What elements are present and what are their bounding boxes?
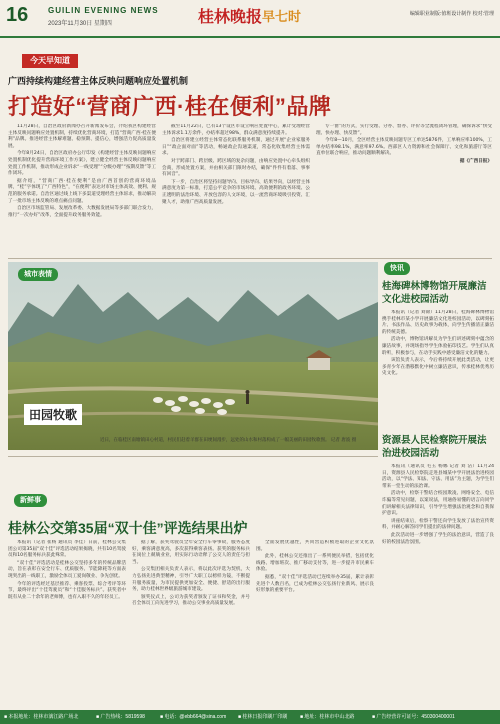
photo-title: 田园牧歌 bbox=[24, 404, 82, 425]
footer-printer: ■ 桂林日报印刷厂印刷 bbox=[238, 714, 288, 720]
paragraph: 活动中，博物馆讲解员为学生们讲述碑刻中蕴含的廉洁故事，并现场指导学生体验拓印技艺。学生们认真聆听，积极参与，在动手实践中感受廉洁文化的魅力。 bbox=[382, 337, 494, 356]
section-badge-fresh: 新鲜事 bbox=[14, 494, 47, 507]
divider bbox=[8, 258, 492, 259]
bottom-headline: 桂林公交第35届“双十佳”评选结果出炉 bbox=[8, 520, 248, 536]
story1-body bbox=[382, 310, 494, 428]
byline: 据《广西日报》 bbox=[459, 158, 492, 164]
paragraph: 据悉，“双十佳”评选活动已连续举办35届，累计表彰先进个人数百名，已成为桂林公交弘扬行业新风、展示良好形象的重要平台。 bbox=[256, 574, 374, 594]
paragraph: 全面发展优越性，共同营造积极进取的企业文化氛围。 bbox=[256, 540, 374, 552]
issue-date: 2023年11月30日 星期四 bbox=[48, 21, 112, 27]
story1-title: 桂海碑林博物馆开展廉洁文化进校园活动 bbox=[382, 281, 487, 305]
page-footer bbox=[0, 710, 500, 724]
paper-name: GUILIN EVENING NEWS bbox=[48, 6, 159, 15]
footer-address: ■ 本报地址：桂林市漓江路广场北 bbox=[4, 714, 79, 720]
footer-license: ■ 广告经营许可证号：450300400001 bbox=[372, 714, 455, 720]
paragraph: 对于跨部门、跨层级、跨区域的复杂问题，由响应处置中心牵头组织会商，形成处置方案，并由相关部门限时办结，确保“件件有着落、事事有回音”。 bbox=[162, 158, 310, 178]
story2-body bbox=[382, 464, 494, 704]
section-badge-city: 城市表情 bbox=[18, 268, 58, 281]
editors-line: 编辑职业制版:值班设计制作 校对:管理 bbox=[409, 11, 494, 17]
bottom-story-col3 bbox=[256, 540, 374, 704]
paragraph: 公交集团相关负责人表示，将以此次评选为契机，大力弘扬先进典型精神，引导广大职工以榜样为镜，不断提升服务质量，为市民提供更加安全、便捷、舒适的出行服务，助力桂林世界级旅游城市建设。 bbox=[132, 567, 250, 593]
top-story-col1 bbox=[8, 124, 156, 256]
bottom-story-col2 bbox=[132, 540, 250, 704]
paragraph: 今年8月24日，自治区政府办公厅印发《构建经营主体反映问题响应处置机制优化提升营商环境工作方案》，建立健全经营主体反映问题响应处置工作机制，推动形成企业诉求“一线受理”“分级办理”“按期反馈”等工作闭环。 bbox=[8, 151, 156, 177]
paragraph: 该馆负责人表示，今后将持续开展此类活动，让更多青少年在潜移默化中树立廉洁意识，传承桂林优秀历史文化。 bbox=[382, 358, 494, 377]
paragraph: 截至11月22日，已有13个设区市设立响应处置中心，累计受理经营主体诉求1.1万余件，办结率超过98%，群众满意度持续提升。 bbox=[162, 124, 310, 136]
paragraph: 本报讯（记者 刘锦）11月28日，桂海碑林博物馆携手桂林市某小学开展廉洁文化进校园活动，以碑刻拓片、书法作品、历史故事为载体，向学生传播清正廉洁的传统美德。 bbox=[382, 310, 494, 335]
section-sub: 早七时 bbox=[262, 10, 302, 25]
footer-printer-address: ■ 地址：桂林市中山北路 bbox=[300, 714, 355, 720]
paragraph: 据介绍，“营商广西·桂在便利”是由广西首创的营商环境品牌，“桂”字体现了“广西特色”，“在便利”表达对市场主体高效、便利、规范的服务承诺。自治区通过线上线下多渠道受理经营主体诉求，推动解决了一批市场主体反映的难点痛点问题。 bbox=[8, 178, 156, 204]
paragraph: 此外，桂林公交还推出了一系列便民举措，包括优化线路、增加班次、推广移动支付等，进一步提升市民乘车体验。 bbox=[256, 554, 374, 573]
paragraph: 此次活动进一步增强了学生的法治意识，营造了良好的校园法治氛围。 bbox=[382, 532, 494, 545]
top-subtitle: 广西持续构建经营主体反映问题响应处置机制 bbox=[8, 76, 189, 86]
page-number: 16 bbox=[6, 4, 29, 26]
paragraph: 本报讯（通讯员 毛玉 杨娜 记者 刘 洁）11月24日，资源县人民检察院走进县城某中学开展法治进校园活动，以“学法、知法、守法、用法”为主题，为学生们带来一堂生动的法治课。 bbox=[382, 464, 494, 489]
top-story-col3 bbox=[316, 124, 492, 256]
paragraph: 专一窗”的方式，实行受理、分办、督办、评价等全流程闭环管理，确保诉求“快受理、快办理、快反馈”。 bbox=[316, 124, 492, 136]
paragraph: 下一步，自治区将坚持问题导向、目标导向、结果导向，以经营主体满意度为第一标准，打造公平竞争的市场环境、高效便利的政务环境、公正透明的法治环境、开放包容的人文环境，以一流营商环境吸引投资、汇聚人才，助推广西高质量发展。 bbox=[162, 179, 310, 205]
top-story-col2 bbox=[162, 124, 310, 256]
paragraph: 活动中，检察干警结合校园欺凌、网络安全、电信诈骗等常见问题，以案说法，用通俗易懂的语言向同学们讲解相关法律知识，引导学生增强法治观念和自我保护意识。 bbox=[382, 491, 494, 517]
paragraph: 自治区市场监管局、发展改革委、大数据发展局等多部门联合发力，推行“一次办好”改革，全面提升政务服务效能。 bbox=[8, 206, 156, 218]
paragraph: 自治区将建立经营主体常态化联系服务机制，通过开展“企业家服务日”“政企面对面”等活动，畅通政企沟通渠道，常态化收集经营主体需求。 bbox=[162, 138, 310, 157]
paragraph: 今年的评选经过基层推荐、乘客投票、综合考评等环节，最终评出“十佳驾驶员”和“十佳服务标兵”。获奖者中既有从业二十余年的老师傅，也有入职不久的年轻员工。 bbox=[8, 581, 126, 600]
paragraph: 本报讯（记者 崔杨 通讯员 李佳）日前，桂林公交集团公司第35届“双十佳”评选活动结果揭晓，共有10名驾驶员和10名服务标兵获此殊荣。 bbox=[8, 540, 126, 559]
paragraph: 颁奖仪式上，公司为获奖者颁发了证书和奖金，并号召全体员工向先进学习，推动公交事业高质量发展。 bbox=[132, 594, 250, 607]
page-header bbox=[0, 0, 500, 38]
paragraph: 今年8—10月，全区经营主体反映问题专区工单达5876件，工单响应率100%，工单办结率98.1%，满意率97.6%。西部区人力资源和社会保障厅、文化和旅游厅等区直单位联合响应，推动问题顺利解决。 bbox=[316, 138, 492, 157]
story2-title: 资源县人民检察院开展法治进校园活动 bbox=[382, 435, 487, 459]
paragraph: 讲座结束后，检察干警还向学生发放了法治宣传资料，并耐心解答同学们提出的法律问题。 bbox=[382, 518, 494, 531]
divider bbox=[8, 456, 378, 457]
photo-caption: 近日，在临桂区南塘镇田心村道，村民们赶着羊群在田埂间漫步，远处的山水和村落构成了一幅美丽的田园牧歌图。 记者 唐波 摄 bbox=[100, 438, 357, 443]
paragraph: 据了解，获奖驾驶员全年安全行车零事故，服务态度好，乘客满意度高，多次获得乘客表扬。获奖的服务标兵在岗位上兢兢业业，用实际行动诠释了公交人的责任与担当。 bbox=[132, 540, 250, 565]
top-headline: 打造好“营商广西·桂在便利”品牌 bbox=[8, 94, 332, 119]
paragraph: 11月28日，自治区政府新闻办召开新闻发布会，介绍我区构建经营主体反映问题响应处置机制，持续优化营商环境，打造“营商广西·桂在便利”品牌。推进经营主体解难题、稳预期、提信心，增强活力促高质量发展。 bbox=[8, 124, 156, 149]
footer-ad-hotline: ■ 广告热线：5819598 bbox=[96, 714, 145, 720]
paragraph: “双十佳”评选活动是桂林公交坚持多年的传统品牌活动，旨在表彰在安全行车、优质服务、节能降耗等方面表现突出的一线职工，激励全体员工爱岗敬业、争先创优。 bbox=[8, 560, 126, 579]
bottom-story-col1 bbox=[8, 540, 126, 704]
top-kicker: 今天早知道 bbox=[22, 54, 78, 68]
section-name: 桂林晚报 bbox=[198, 7, 263, 26]
footer-email: ■ 电话：@ebb664@sina.com bbox=[160, 714, 227, 720]
section-badge-news: 快讯 bbox=[384, 262, 410, 275]
